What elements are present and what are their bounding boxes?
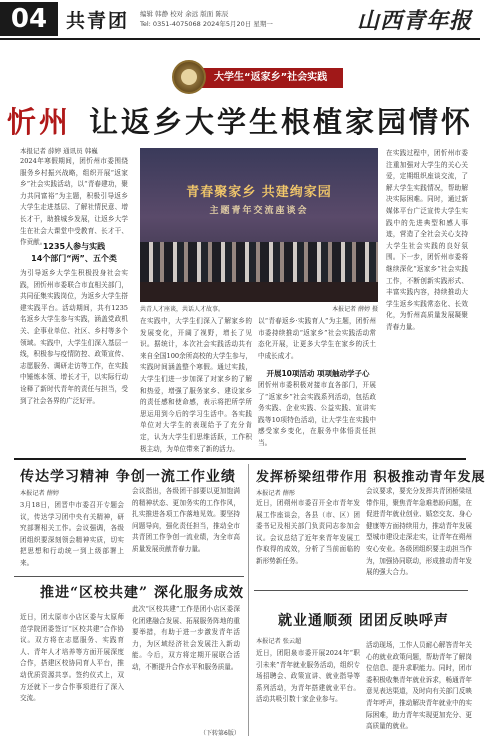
article4-divider <box>14 576 244 577</box>
feature-col-d: 在实践过程中，团忻州市委注重加强对大学生的关心关爱，定期组织座谈交流，了解大学生实践情况，帮助解决实际困难。同时，通过新媒体平台广泛宣传大学生实践中的先进典型和感人事迹，营造了全社会关心支持大学生社会实践的良好氛围。下一步，团忻州市委将继续深化“返家乡”社会实践工作，不断创新实践形式、丰富实践内容，持续推动大学生返乡实践常态化、长效化，为忻州高质量发展凝聚青春力量。 <box>386 149 468 331</box>
section-divider <box>14 458 466 460</box>
feature-col-c2: 团忻州市委积极对接市直各部门，开展了“返家乡”社会实践系列活动，包括政务实践、企业实践、公益实践、宣讲实践等10项特色活动，让大学生在实践中感受家乡变化，在服务中体悟责任担当。 <box>258 381 376 447</box>
article5-col1: 近日，团阳泉市委开展2024年“职引未来”青年就业服务活动，组织专场招聘会、政策宣讲、就业指导等系列活动，为青年搭建就业平台。活动共吸引数十家企业参与。 <box>256 649 360 704</box>
photo-floor <box>140 282 378 302</box>
article2-byline: 本报记者 薛婷 <box>20 490 60 497</box>
article2-col1: 3月18日，团晋中市委召开专题会议，传达学习团中央有关精神，研究部署相关工作。会议强调，各级团组织要深刻领会精神实质，切实把思想和行动统一到上级部署上来。 <box>20 501 124 567</box>
page-number: 04 <box>0 2 58 36</box>
column-title: 共青团 <box>66 10 130 32</box>
feature-col-a2: 为引导返乡大学生积极投身社会实践，团忻州市委联合市直相关部门，共同征集实践岗位，为返乡大学生搭建实践平台。活动期间，共有1235名返乡大学生参与实践，涵盖党政机关、企事业单位、社区、乡村等多个领域。实践中，大学生们深入基层一线，积极参与疫情防控、政策宣传、志愿服务、调研走访等工作，在实践中锤炼本领、增长才干，以实际行动诠释了新时代青年的责任与担当，受到了社会各界的广泛好评。 <box>20 269 128 405</box>
feature-byline: 本报记者 薛婷 通讯员 韩巍 <box>20 147 98 155</box>
continued-note: （下转第6版） <box>200 730 240 737</box>
photo-caption: 共青人才座谈，共话人才故事。 <box>140 306 225 313</box>
date-line: Tel: 0351-4075068 2024年5月20日 星期一 <box>140 20 273 28</box>
feature-col-b: 在实践中，大学生们深入了解家乡的发展变化，开阔了视野，增长了见识。据统计，本次社会实践活动共有来自全国100余所高校的大学生参与，实践时间涵盖整个寒假。通过实践，大学生们进一步加深了对家乡的了解和热爱，增强了服务家乡、建设家乡的责任感和使命感，表示将把所学所思运用到今后的学习生活中。各实践单位对大学生的表现给予了充分肯定，认为大学生们思维活跃，工作积极主动，为单位带来了新的活力。 <box>140 317 252 453</box>
article3-col1: 近日，团朔州市委召开全市青年发展工作座谈会，各县（市、区）团委书记及相关部门负责同志参加会议。会议总结了近年来青年发展工作取得的成效，分析了当前面临的新形势新任务。 <box>256 499 360 565</box>
editor-line: 编辑 韩静 校对 余远 版面 陈辰 <box>140 10 229 18</box>
article5-col2: 活动现场，工作人员耐心解答青年关心的就业政策问题，帮助青年了解岗位信息、提升求职能力。同时，团市委积极收集青年就业诉求，畅通青年意见表达渠道，及时向有关部门反映青年呼声，推动解决青年就业中的实际困难，助力青年实现更加充分、更高质量的就业。 <box>366 641 472 731</box>
article2-title: 传达学习精神 争创一流工作业绩 <box>20 469 236 485</box>
headline-place: 忻州 <box>6 105 71 139</box>
photo-stage-banner <box>170 184 348 220</box>
stage-line-1: 青春聚家乡 共建绚家园 <box>186 185 332 200</box>
feature-banner <box>90 60 390 98</box>
stage-line-2: 主题青年交流座谈会 <box>209 206 309 216</box>
banner-label: 大学生“返家乡”社会实践 <box>196 68 343 88</box>
feature-headline <box>0 100 480 141</box>
article2-col2: 会议指出，各级团干部要以更加饱满的精神状态、更加务实的工作作风，扎实推进各项工作落地见效。要坚持问题导向，强化责任担当，推动全市共青团工作争创一流业绩，为全市高质量发展贡献青春力量。 <box>132 487 240 553</box>
feature-col-c: 以“青春返乡·实践育人”为主题，团忻州市委持续推动“返家乡”社会实践活动常态化开展，让更多大学生在家乡的沃土中成长成才。 <box>258 317 376 360</box>
article4-title: 推进“区校共建” 深化服务成效 <box>40 585 244 601</box>
masthead-rule <box>0 38 480 40</box>
article4-col2: 此次“区校共建”工作是团小店区委深化团建融合发展、拓展服务阵地的重要举措，有助于进一步激发青年活力，为区域经济社会发展注入新动能。今后，双方将定期开展联合活动，不断提升合作水平和服务质量。 <box>132 605 240 671</box>
article3-byline: 本报记者 薛彤 <box>256 490 296 497</box>
article3-title: 发挥桥梁纽带作用 积极推动青年发展 <box>256 470 486 485</box>
masthead <box>0 0 480 46</box>
newspaper-logo: 山西青年报 <box>356 8 472 34</box>
article5-divider <box>254 590 468 591</box>
feature-subhead-1: 1235人参与实践 14个部门“两”、五个类 <box>31 242 117 263</box>
headline-main: 让返乡大学生根植家园情怀 <box>89 105 474 139</box>
feature-lead: 2024年寒假期间，团忻州市委围绕服务乡村振兴战略，组织开展“返家乡”社会实践活动，以“青春建功，聚力共同富裕”为主题，积极引导返乡大学生走进基层、了解社情民意、增长才干，助推城乡发展，让返乡大学生在社会大课堂中受教育、长才干、作贡献。 <box>20 157 128 247</box>
feature-photo <box>140 148 378 302</box>
feature-subhead-2: 开展10项活动 项项触动学子心 <box>266 369 370 378</box>
article3-col2: 会议要求，要充分发挥共青团桥梁纽带作用，聚焦青年急难愁盼问题，在促进青年就业创业、婚恋交友、身心健康等方面持续用力，推动青年发展型城市建设走深走实，让青年在朔州安心安业。各级团组织要主动担当作为，加强协同联动，形成推动青年发展的强大合力。 <box>366 487 472 577</box>
column-divider <box>248 464 249 736</box>
article5-title: 就业通顺颈 团团反映呼声 <box>278 613 449 629</box>
article5-byline: 本报记者 张云超 <box>256 638 302 645</box>
article4-col1: 近日，团太原市小店区委与太原师范学院团委签订“区校共建”合作协议。双方将在志愿服务、实践育人、青年人才培养等方面开展深度合作，搭建区校协同育人平台，推动优质资源共享。签约仪式上，双方还就下一步合作事项进行了深入交流。 <box>20 613 124 703</box>
photo-credit: 本报记者 薛婷 摄 <box>332 306 378 313</box>
youth-league-emblem-icon <box>172 60 206 94</box>
